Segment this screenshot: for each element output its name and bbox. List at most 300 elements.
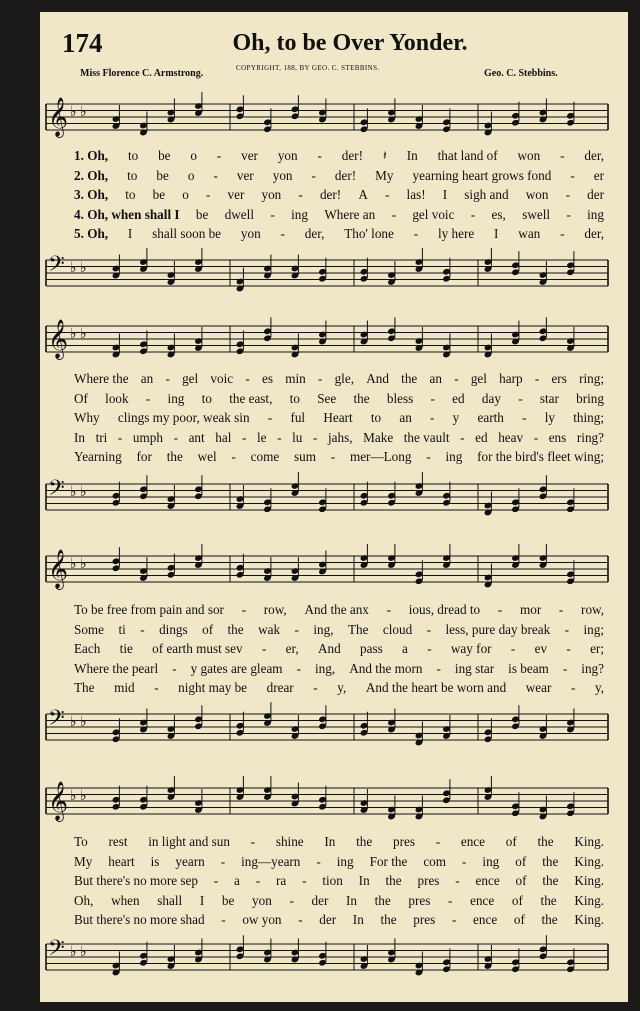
lyric-syllable: gle, xyxy=(334,371,354,386)
lyric-syllable: tion xyxy=(322,873,343,889)
lyric-syllable: bring xyxy=(576,390,604,406)
hyphen: - xyxy=(220,853,226,869)
lyric-syllable: der, xyxy=(584,226,604,242)
treble-staff xyxy=(40,86,628,146)
lyric-syllable: wear xyxy=(525,680,552,696)
lyric-syllable: And the anx xyxy=(304,602,369,617)
hyphen: - xyxy=(448,892,453,908)
lyric-syllable: To be free from pain and sor xyxy=(74,602,224,617)
lyric-syllable: pres xyxy=(413,912,436,928)
lyric-syllable: dwell xyxy=(224,206,254,222)
lyric-syllable: ful xyxy=(290,410,306,426)
lyric-syllable: sum xyxy=(293,449,316,465)
hyphen: - xyxy=(231,449,236,465)
hyphen: - xyxy=(172,660,177,676)
lyric-syllable: pres xyxy=(392,834,415,849)
lyric-syllable: The xyxy=(74,680,95,696)
lyric-syllable: sigh and xyxy=(464,187,509,203)
lyric-syllable: I xyxy=(442,187,448,203)
hyphen: - xyxy=(173,429,178,445)
hyphen: - xyxy=(302,873,307,889)
hyphen: - xyxy=(242,429,247,445)
hyphen: - xyxy=(454,371,459,386)
lyric-syllable: to xyxy=(201,390,212,406)
lyric-syllable: gel voic xyxy=(412,206,455,222)
lyric-syllable: be xyxy=(158,148,171,163)
lyric-syllable: wan xyxy=(518,226,541,242)
lyric-syllable: pass xyxy=(360,641,383,657)
lyric-syllable: Some xyxy=(74,621,105,637)
verse-line-1 xyxy=(40,834,628,853)
lyric-syllable: But there's no more shad xyxy=(74,912,205,928)
hyphen: - xyxy=(317,371,323,386)
hyphen: - xyxy=(533,429,539,445)
lyric-syllable: Of xyxy=(74,390,88,406)
lyric-syllable: y gates are gleam xyxy=(190,660,283,676)
lyric-syllable: shall xyxy=(157,892,183,908)
hyphen: - xyxy=(570,167,575,183)
lyric-syllable: yon xyxy=(240,226,261,242)
lyric-syllable: the xyxy=(227,621,244,637)
lyric-syllable: that land of xyxy=(437,148,498,163)
verse-line-5 xyxy=(40,226,628,245)
hyphen: - xyxy=(298,912,303,928)
hyphen: - xyxy=(560,226,565,242)
lyric-syllable: the xyxy=(542,873,559,889)
hyphen: - xyxy=(436,660,441,676)
lyric-syllable: es, xyxy=(491,206,506,222)
lyric-syllable: the xyxy=(540,892,557,908)
lyric-syllable: ring; xyxy=(579,371,604,386)
lyric-syllable: y xyxy=(452,410,460,426)
hyphen: - xyxy=(221,912,226,928)
key-signature-flat-icon: ♭ ♭ xyxy=(70,789,87,804)
lyric-syllable: yearn xyxy=(175,853,205,869)
lyric-syllable: be xyxy=(221,892,235,908)
lyric-syllable: the xyxy=(353,390,370,406)
lyric-syllable: thing; xyxy=(573,410,604,426)
key-signature-flat-icon: ♭ ♭ xyxy=(70,945,87,960)
hyphen: - xyxy=(427,641,432,657)
lyric-syllable: For the xyxy=(369,853,408,869)
lyric-syllable: drear xyxy=(266,680,294,696)
lyric-syllable: way for xyxy=(450,641,492,657)
lyric-syllable: ence xyxy=(475,873,500,889)
lyric-syllable: of xyxy=(515,873,527,889)
lyric-syllable: ev xyxy=(534,641,548,657)
hyphen: - xyxy=(462,853,467,869)
lyric-syllable: es xyxy=(261,371,273,386)
lyric-syllable: 𝄽 xyxy=(382,148,387,163)
treble-staff xyxy=(40,538,628,598)
hyphen: - xyxy=(316,853,321,869)
lyric-syllable: the xyxy=(356,834,373,849)
lyric-syllable: der! xyxy=(334,167,357,183)
lyric-syllable: an xyxy=(399,410,412,426)
lyric-syllable: ing? xyxy=(581,660,604,676)
key-signature-flat-icon: ♭ ♭ xyxy=(70,715,87,730)
hyphen: - xyxy=(566,641,571,657)
lyric-syllable: King. xyxy=(574,873,604,889)
lyric-syllable: er, xyxy=(285,641,299,657)
lyric-syllable: ence xyxy=(473,912,498,928)
lyric-syllable: swell xyxy=(522,206,551,222)
lyric-syllable: I xyxy=(199,892,205,908)
lyric-syllable: Make xyxy=(363,429,394,445)
lyric-syllable: Heart xyxy=(323,410,353,426)
hyphen: - xyxy=(426,449,431,465)
lyric-syllable: And the morn xyxy=(349,660,423,676)
treble-staff xyxy=(40,308,628,368)
lyric-syllable: to xyxy=(289,390,300,406)
lyric-syllable: le xyxy=(257,429,267,445)
hyphen: - xyxy=(294,621,299,637)
hymn-number: 174 xyxy=(62,28,103,58)
lyric-syllable: min xyxy=(285,371,306,386)
lyric-syllable: ly here xyxy=(437,226,475,242)
key-signature-flat-icon: ♭ ♭ xyxy=(70,327,87,342)
treble-clef-icon: 𝄞 xyxy=(48,99,69,136)
lyric-syllable: And xyxy=(317,641,341,657)
verse-line-1 xyxy=(40,602,628,621)
lyric-syllable: Oh, xyxy=(74,892,94,908)
lyric-syllable: A xyxy=(358,187,368,203)
lyric-syllable: dings xyxy=(159,621,188,637)
lyric-syllable: of xyxy=(513,912,525,928)
lyric-syllable: ver xyxy=(227,187,245,203)
hyphen: - xyxy=(213,873,219,889)
lyric-syllable: won xyxy=(517,148,541,163)
verse-line-4 xyxy=(40,661,628,680)
lyric-syllable: And xyxy=(366,371,389,386)
key-signature-flat-icon: ♭ ♭ xyxy=(70,557,87,572)
hyphen: - xyxy=(140,621,145,637)
lyric-syllable: the east, xyxy=(229,390,273,406)
verse-line-4 xyxy=(40,430,628,449)
lyric-syllable: Yearning xyxy=(74,449,122,465)
lyric-syllable: King. xyxy=(574,853,604,869)
lyric-syllable: for the bird's fleet wing; xyxy=(477,449,604,465)
lyric-syllable: der! xyxy=(319,187,342,203)
hyphen: - xyxy=(145,390,151,406)
lyric-syllable: the xyxy=(374,892,391,908)
lyric-syllable: the xyxy=(541,912,558,928)
lyric-syllable: cloud xyxy=(382,621,413,637)
key-signature-flat-icon: ♭ ♭ xyxy=(70,485,87,500)
lyric-syllable: ing; xyxy=(583,621,604,637)
hyphen: - xyxy=(522,410,527,426)
hyphen: - xyxy=(154,680,159,696)
lyric-syllable: of earth must sev xyxy=(152,641,243,657)
lyric-syllable: the xyxy=(380,912,397,928)
lyric-syllable: Where the xyxy=(74,371,129,386)
verse-line-2 xyxy=(40,854,628,873)
treble-clef-icon: 𝄞 xyxy=(48,321,69,358)
lyric-syllable: ing xyxy=(482,853,500,869)
lyric-syllable: ens xyxy=(548,429,567,445)
music-credit: Geo. C. Stebbins. xyxy=(484,68,558,79)
hymn-page xyxy=(40,12,628,1002)
verse-line-1 xyxy=(40,371,628,390)
hyphen: - xyxy=(560,148,565,163)
lyric-syllable: 2. Oh, xyxy=(74,167,109,183)
treble-clef-icon: 𝄞 xyxy=(48,551,69,588)
lyric-syllable: 1. Oh, xyxy=(74,148,109,163)
lyric-syllable: jahs, xyxy=(328,429,353,445)
lyric-syllable: ra xyxy=(275,873,287,889)
lyric-syllable: King. xyxy=(574,892,604,908)
lyric-syllable: yon xyxy=(272,167,293,183)
lyric-syllable: gel xyxy=(470,371,487,386)
hyphen: - xyxy=(562,660,568,676)
lyric-syllable: y, xyxy=(594,680,604,696)
hyphen: - xyxy=(534,371,540,386)
lyric-syllable: of xyxy=(515,853,527,869)
lyric-syllable: der xyxy=(319,912,337,928)
lyric-syllable: To xyxy=(74,834,88,849)
lyric-syllable: In xyxy=(358,873,370,889)
lyric-syllable: mer—Long xyxy=(349,449,412,465)
hyphen: - xyxy=(313,429,318,445)
lyric-syllable: ed xyxy=(452,390,465,406)
hyphen: - xyxy=(255,873,261,889)
lyric-syllable: y, xyxy=(337,680,347,696)
lyric-syllable: ing star xyxy=(454,660,495,676)
lyric-syllable: der xyxy=(311,892,329,908)
lyric-syllable: pres xyxy=(417,873,440,889)
lyric-syllable: less, pure day break xyxy=(445,621,551,637)
lyric-syllable: In xyxy=(345,892,357,908)
lyric-syllable: See xyxy=(317,390,337,406)
lyric-syllable: ow yon xyxy=(242,912,282,928)
lyric-syllable: er xyxy=(593,167,604,183)
lyric-syllable: o xyxy=(187,167,195,183)
lyric-syllable: 5. Oh, xyxy=(74,226,109,242)
lyric-syllable: is xyxy=(150,853,160,869)
lyric-syllable: shall soon be xyxy=(152,226,222,242)
lyric-syllable: pres xyxy=(408,892,431,908)
hyphen: - xyxy=(497,602,503,617)
lyric-syllable: Where an xyxy=(324,206,376,222)
hyphen: - xyxy=(518,390,523,406)
lyric-syllable: day xyxy=(481,390,501,406)
treble-clef-icon: 𝄞 xyxy=(48,783,69,820)
lyric-syllable: 4. Oh, when shall I xyxy=(74,206,180,222)
hyphen: - xyxy=(470,206,476,222)
lyric-syllable: umph xyxy=(132,429,163,445)
lyric-syllable: to xyxy=(127,148,139,163)
lyric-syllable: ing xyxy=(291,206,308,222)
verse-line-5 xyxy=(40,912,628,931)
lyric-syllable: the xyxy=(166,449,183,465)
lyric-syllable: ing, xyxy=(313,621,334,637)
hyphen: - xyxy=(385,187,390,203)
lyric-syllable: to xyxy=(127,167,138,183)
bass-staff xyxy=(40,930,628,980)
lyric-syllable: ver xyxy=(236,167,254,183)
lyric-syllable: ver xyxy=(241,148,258,163)
lyric-syllable: My xyxy=(375,167,394,183)
verse-line-1 xyxy=(40,148,628,167)
lyric-syllable: tri xyxy=(95,429,108,445)
lyric-syllable: rest xyxy=(108,834,128,849)
lyric-syllable: Where the pearl xyxy=(74,660,159,676)
lyric-syllable: ing xyxy=(336,853,354,869)
bass-clef-icon: 𝄢 xyxy=(48,936,65,965)
lyric-syllable: In xyxy=(74,429,85,445)
lyric-syllable: ly xyxy=(544,410,555,426)
lyric-syllable: ring? xyxy=(576,429,604,445)
lyric-syllable: Why xyxy=(74,410,100,426)
hyphen: - xyxy=(413,226,419,242)
lyric-syllable: yon xyxy=(252,892,272,908)
lyric-syllable: an xyxy=(140,371,154,386)
lyric-syllable: ti xyxy=(118,621,126,637)
lyric-syllable: com xyxy=(423,853,447,869)
lyric-syllable: the xyxy=(385,873,402,889)
hyphen: - xyxy=(570,680,576,696)
verse-line-5 xyxy=(40,449,628,468)
hyphen: - xyxy=(435,834,441,849)
copyright-notice: COPYRIGHT, 188, BY GEO. C. STEBBINS. xyxy=(236,64,380,72)
lyric-syllable: of xyxy=(202,621,214,637)
lyric-syllable: The xyxy=(347,621,369,637)
hyphen: - xyxy=(261,641,267,657)
lyric-syllable: yon xyxy=(261,187,282,203)
lyric-syllable: is beam xyxy=(508,660,549,676)
hyphen: - xyxy=(296,660,301,676)
lyric-syllable: voic xyxy=(210,371,234,386)
verse-line-3 xyxy=(40,410,628,429)
hyphen: - xyxy=(566,206,571,222)
lyric-syllable: Tho' lone xyxy=(344,226,394,242)
lyric-syllable: look xyxy=(105,390,129,406)
lyric-syllable: wel xyxy=(197,449,217,465)
hyphen: - xyxy=(391,206,396,222)
lyric-syllable: of xyxy=(511,892,523,908)
bass-staff xyxy=(40,700,628,750)
lyric-syllable: in light and sun xyxy=(148,834,230,849)
lyric-syllable: I xyxy=(127,226,133,242)
lyric-syllable: an xyxy=(429,371,442,386)
hyphen: - xyxy=(289,892,294,908)
lyric-syllable: I xyxy=(494,226,499,242)
lyric-syllable: yon xyxy=(277,148,298,163)
lyric-syllable: o xyxy=(182,187,189,203)
lyric-syllable: wak xyxy=(258,621,281,637)
lyric-syllable: be xyxy=(156,167,169,183)
lyric-syllable: bless xyxy=(386,390,414,406)
lyric-syllable: won xyxy=(525,187,549,203)
hyphen: - xyxy=(313,680,318,696)
lyric-syllable: der xyxy=(587,187,604,203)
lyric-syllable: My xyxy=(74,853,93,869)
lyric-syllable: mor xyxy=(519,602,542,617)
lyric-syllable: ence xyxy=(470,892,495,908)
lyric-syllable: hal xyxy=(215,429,232,445)
hyphen: - xyxy=(267,410,273,426)
hyphen: - xyxy=(277,429,282,445)
hyphen: - xyxy=(430,410,435,426)
hyphen: - xyxy=(250,834,256,849)
lyric-syllable: come xyxy=(250,449,280,465)
hyphen: - xyxy=(558,602,564,617)
words-credit: Miss Florence C. Armstrong. xyxy=(80,68,204,79)
lyric-syllable: heav xyxy=(498,429,524,445)
lyric-syllable: for xyxy=(136,449,152,465)
lyric-syllable: harp xyxy=(499,371,523,386)
lyric-syllable: the xyxy=(401,371,418,386)
lyric-syllable: ing xyxy=(445,449,463,465)
lyric-syllable: er; xyxy=(590,641,604,657)
lyric-syllable: ing xyxy=(167,390,185,406)
lyric-syllable: heart xyxy=(108,853,135,869)
lyric-syllable: lu xyxy=(292,429,303,445)
hyphen: - xyxy=(460,429,465,445)
hyphen: - xyxy=(386,602,392,617)
lyric-syllable: of xyxy=(505,834,517,849)
hyphen: - xyxy=(205,187,211,203)
hyphen: - xyxy=(330,449,336,465)
hyphen: - xyxy=(298,187,303,203)
lyric-syllable: ious, dread to xyxy=(408,602,481,617)
bass-staff xyxy=(40,246,628,296)
lyric-syllable: ant xyxy=(188,429,205,445)
lyric-syllable: to xyxy=(125,187,136,203)
verse-line-5 xyxy=(40,680,628,699)
lyric-syllable: ers xyxy=(551,371,567,386)
bass-clef-icon: 𝄢 xyxy=(48,476,65,505)
lyric-syllable: In xyxy=(352,912,364,928)
verse-line-4 xyxy=(40,893,628,912)
lyric-syllable: In xyxy=(324,834,336,849)
lyric-syllable: to xyxy=(370,410,382,426)
bass-clef-icon: 𝄢 xyxy=(48,252,65,281)
lyric-syllable: clings my poor, weak sin xyxy=(117,410,250,426)
lyric-syllable: o xyxy=(190,148,197,163)
lyric-syllable: las! xyxy=(406,187,426,203)
hyphen: - xyxy=(455,873,460,889)
hyphen: - xyxy=(280,226,285,242)
hyphen: - xyxy=(430,390,435,406)
lyric-syllable: And the heart be worn and xyxy=(365,680,507,696)
lyric-syllable: King. xyxy=(574,834,604,849)
hyphen: - xyxy=(311,167,316,183)
hyphen: - xyxy=(241,602,247,617)
lyric-syllable: In xyxy=(406,148,418,163)
verse-line-3 xyxy=(40,641,628,660)
verse-line-2 xyxy=(40,391,628,410)
lyric-syllable: mid xyxy=(114,680,135,696)
lyric-syllable: tie xyxy=(119,641,133,657)
hyphen: - xyxy=(213,167,218,183)
lyric-syllable: shine xyxy=(275,834,304,849)
lyric-syllable: yearning heart grows fond xyxy=(412,167,552,183)
key-signature-flat-icon: ♭ ♭ xyxy=(70,261,87,276)
hyphen: - xyxy=(245,371,250,386)
lyric-syllable: 3. Oh, xyxy=(74,187,109,203)
hyphen: - xyxy=(510,641,516,657)
lyric-syllable: star xyxy=(539,390,559,406)
lyric-syllable: ing xyxy=(587,206,604,222)
lyric-syllable: der, xyxy=(304,226,325,242)
bass-staff xyxy=(40,470,628,520)
lyric-syllable: be xyxy=(152,187,166,203)
lyric-syllable: when xyxy=(111,892,140,908)
verse-line-2 xyxy=(40,168,628,187)
key-signature-flat-icon: ♭ ♭ xyxy=(70,105,87,120)
bass-clef-icon: 𝄢 xyxy=(48,706,65,735)
